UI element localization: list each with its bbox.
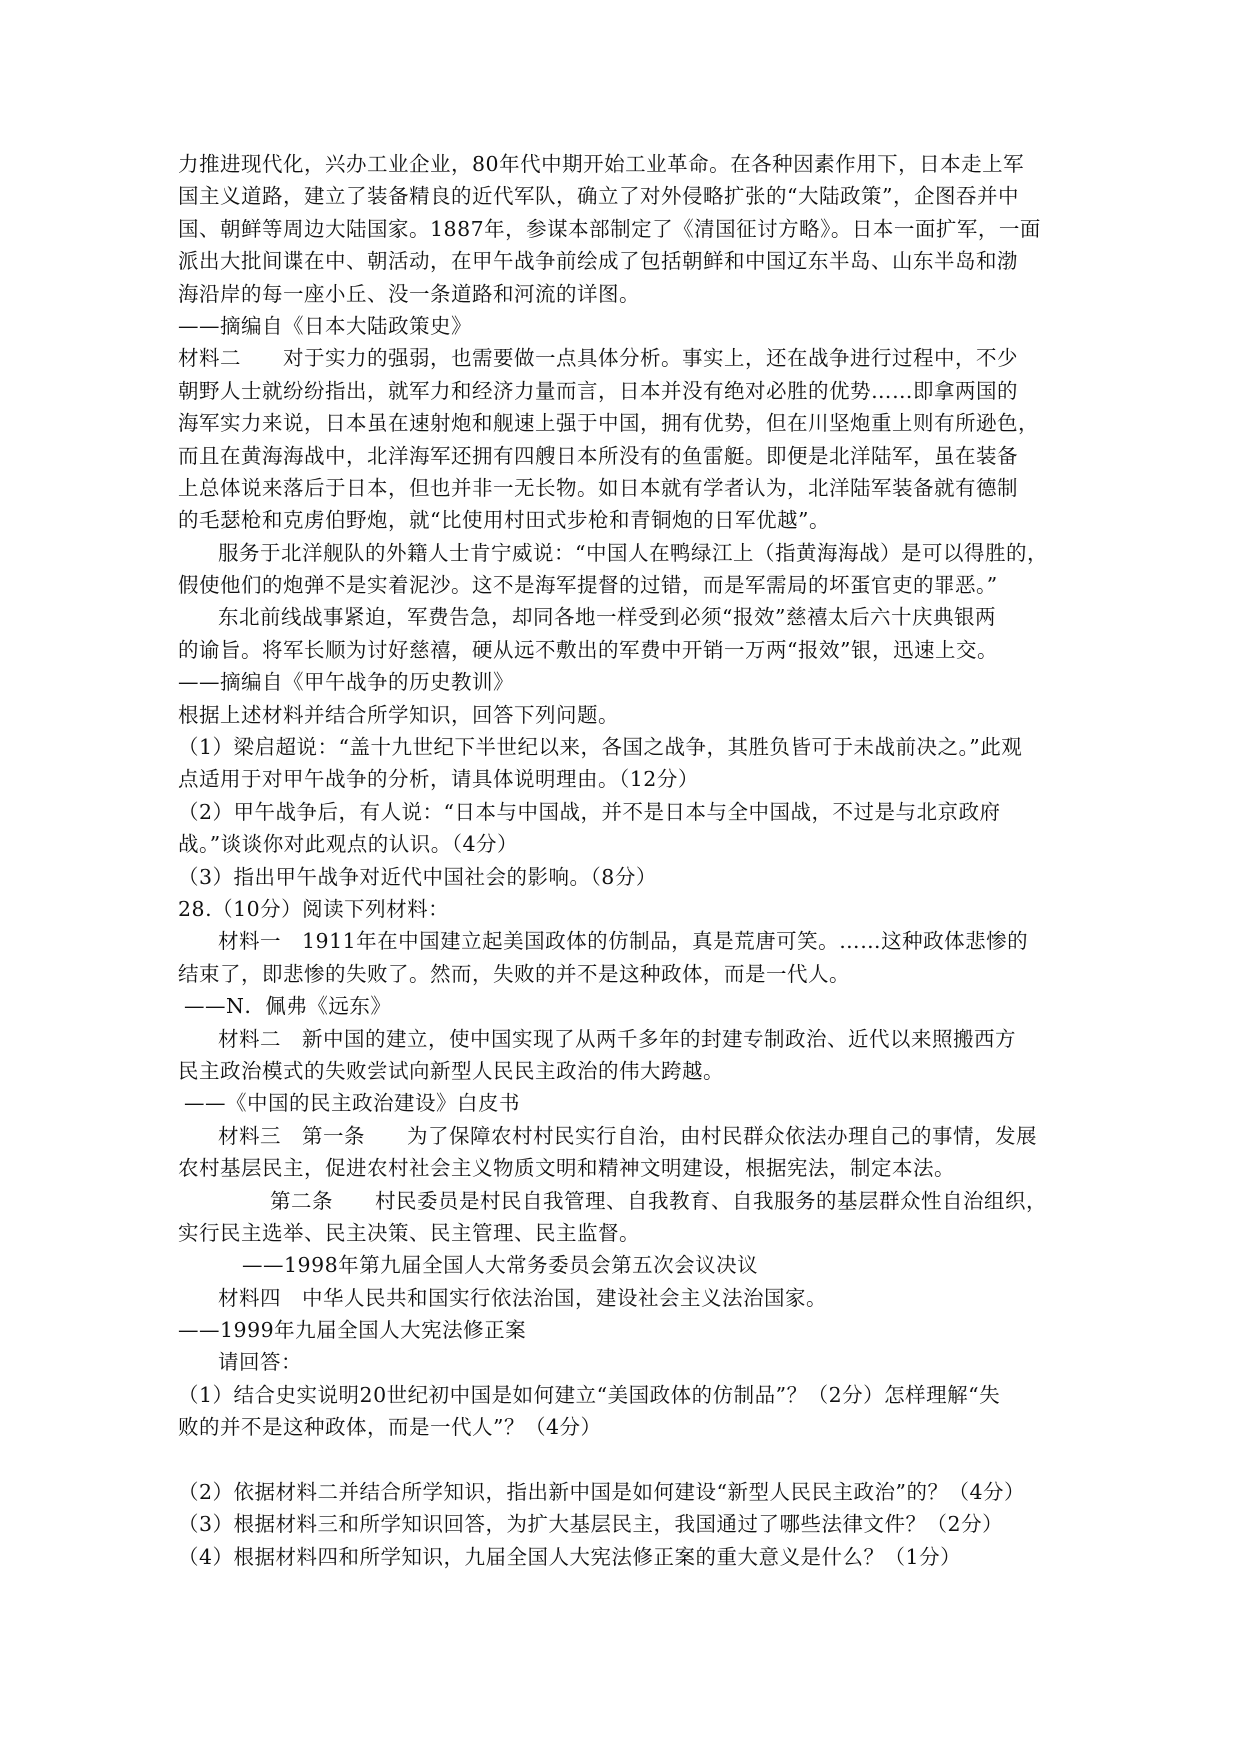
text-line: 民主政治模式的失败尝试向新型人民民主政治的伟大跨越。 <box>178 1058 724 1083</box>
question-28-heading: 28.（10分）阅读下列材料： <box>178 896 450 921</box>
material-heading: 材料二 新中国的建立，使中国实现了从两千多年的封建专制政治、近代以来照搬西方 <box>218 1026 1016 1051</box>
exam-page <box>178 148 1078 1573</box>
question-1: （1）梁启超说：“盖十九世纪下半世纪以来，各国之战争，其胜负皆可于未战前决之。”此观 <box>178 735 1023 760</box>
source-citation: ——1999年九届全国人大宪法修正案 <box>178 1318 527 1343</box>
instruction: 根据上述材料并结合所学知识，回答下列问题。 <box>178 702 619 727</box>
text-line: 战。”谈谈你对此观点的认识。（4分） <box>178 832 519 857</box>
answer-space <box>178 1444 1078 1476</box>
text-line: 的毛瑟枪和克虏伯野炮，就“比使用村田式步枪和青铜炮的日军优越”。 <box>178 508 830 533</box>
source-citation: ——1998年第九届全国人大常务委员会第五次会议决议 <box>242 1253 759 1278</box>
material-heading: 材料四 中华人民共和国实行依法治国，建设社会主义法治国家。 <box>218 1285 827 1310</box>
question-2: （2）甲午战争后，有人说：“日本与中国战，并不是日本与全中国战，不过是与北京政府 <box>178 799 1001 824</box>
material-heading: 材料一 1911年在中国建立起美国政体的仿制品，真是荒唐可笑。……这种政体悲惨的 <box>218 929 1029 954</box>
text-line: 败的并不是这种政体，而是一代人”？（4分） <box>178 1415 602 1440</box>
material-heading: 材料三 第一条 为了保障农村村民实行自治，由村民群众依法办理自己的事情，发展 <box>218 1123 1037 1148</box>
text-line: 派出大批间谍在中、朝活动，在甲午战争前绘成了包括朝鲜和中国辽东半岛、山东半岛和渤 <box>178 249 1018 274</box>
text-line: 而且在黄海海战中，北洋海军还拥有四艘日本所没有的鱼雷艇。即便是北洋陆军，虽在装备 <box>178 443 1018 468</box>
question-28-2: （2）依据材料二并结合所学知识，指出新中国是如何建设“新型人民民主政治”的？（4分） <box>178 1480 1026 1505</box>
source-citation: ——N．佩弗《远东》 <box>184 994 392 1019</box>
source-citation: ——摘编自《甲午战争的历史教训》 <box>178 670 514 695</box>
text-line: 海沿岸的每一座小丘、没一条道路和河流的详图。 <box>178 281 640 306</box>
text-line: 上总体说来落后于日本，但也并非一无长物。如日本就有学者认为，北洋陆军装备就有德制 <box>178 475 1018 500</box>
text-line: 国主义道路，建立了装备精良的近代军队，确立了对外侵略扩张的“大陆政策”，企图吞并中 <box>178 184 1019 209</box>
question-28-3: （3）根据材料三和所学知识回答，为扩大基层民主，我国通过了哪些法律文件？（2分） <box>178 1512 1004 1537</box>
text-line: 农村基层民主，促进农村社会主义物质文明和精神文明建设，根据宪法，制定本法。 <box>178 1156 955 1181</box>
source-citation: ——《中国的民主政治建设》白皮书 <box>184 1091 520 1116</box>
text-line: 点适用于对甲午战争的分析，请具体说明理由。（12分） <box>178 767 699 792</box>
text-line: 假使他们的炮弹不是实着泥沙。这不是海军提督的过错，而是军需局的坏蛋官吏的罪恶。” <box>178 573 998 598</box>
article-heading: 第二条 村民委员是村民自我管理、自我教育、自我服务的基层群众性自治组织， <box>270 1188 1047 1213</box>
text-line: 国、朝鲜等周边大陆国家。1887年，参谋本部制定了《清国征讨方略》。日本一面扩军，一面 <box>178 216 1041 241</box>
source-citation: ——摘编自《日本大陆政策史》 <box>178 313 472 338</box>
question-28-1: （1）结合史实说明20世纪初中国是如何建立“美国政体的仿制品”？（2分）怎样理解“失 <box>178 1382 1001 1407</box>
text-line: 力推进现代化，兴办工业企业，80年代中期开始工业革命。在各种因素作用下，日本走上军 <box>178 152 1025 176</box>
paragraph-start: 东北前线战事紧迫，军费告急，却同各地一样受到必须“报效”慈禧太后六十庆典银两 <box>218 605 996 630</box>
material-heading: 材料二 对于实力的强弱，也需要做一点具体分析。事实上，还在战争进行过程中，不少 <box>178 346 1018 371</box>
text-line: 的谕旨。将军长顺为讨好慈禧，硬从远不敷出的军费中开销一万两“报效”银，迅速上交。 <box>178 637 998 662</box>
paragraph-start: 服务于北洋舰队的外籍人士肯宁威说：“中国人在鸭绿江上（指黄海海战）是可以得胜的， <box>218 540 1048 565</box>
text-line: 实行民主选举、民主决策、民主管理、民主监督。 <box>178 1220 640 1245</box>
text-line: 朝野人士就纷纷指出，就军力和经济力量而言，日本并没有绝对必胜的优势……即拿两国的 <box>178 378 1018 403</box>
instruction: 请回答： <box>218 1350 302 1375</box>
text-line: 结束了，即悲惨的失败了。然而，失败的并不是这种政体，而是一代人。 <box>178 961 850 986</box>
question-3: （3）指出甲午战争对近代中国社会的影响。（8分） <box>178 864 657 889</box>
question-28-4: （4）根据材料四和所学知识，九届全国人大宪法修正案的重大意义是什么？（1分） <box>178 1544 962 1569</box>
text-line: 海军实力来说，日本虽在速射炮和舰速上强于中国，拥有优势，但在川坚炮重上则有所逊色， <box>178 411 1039 436</box>
